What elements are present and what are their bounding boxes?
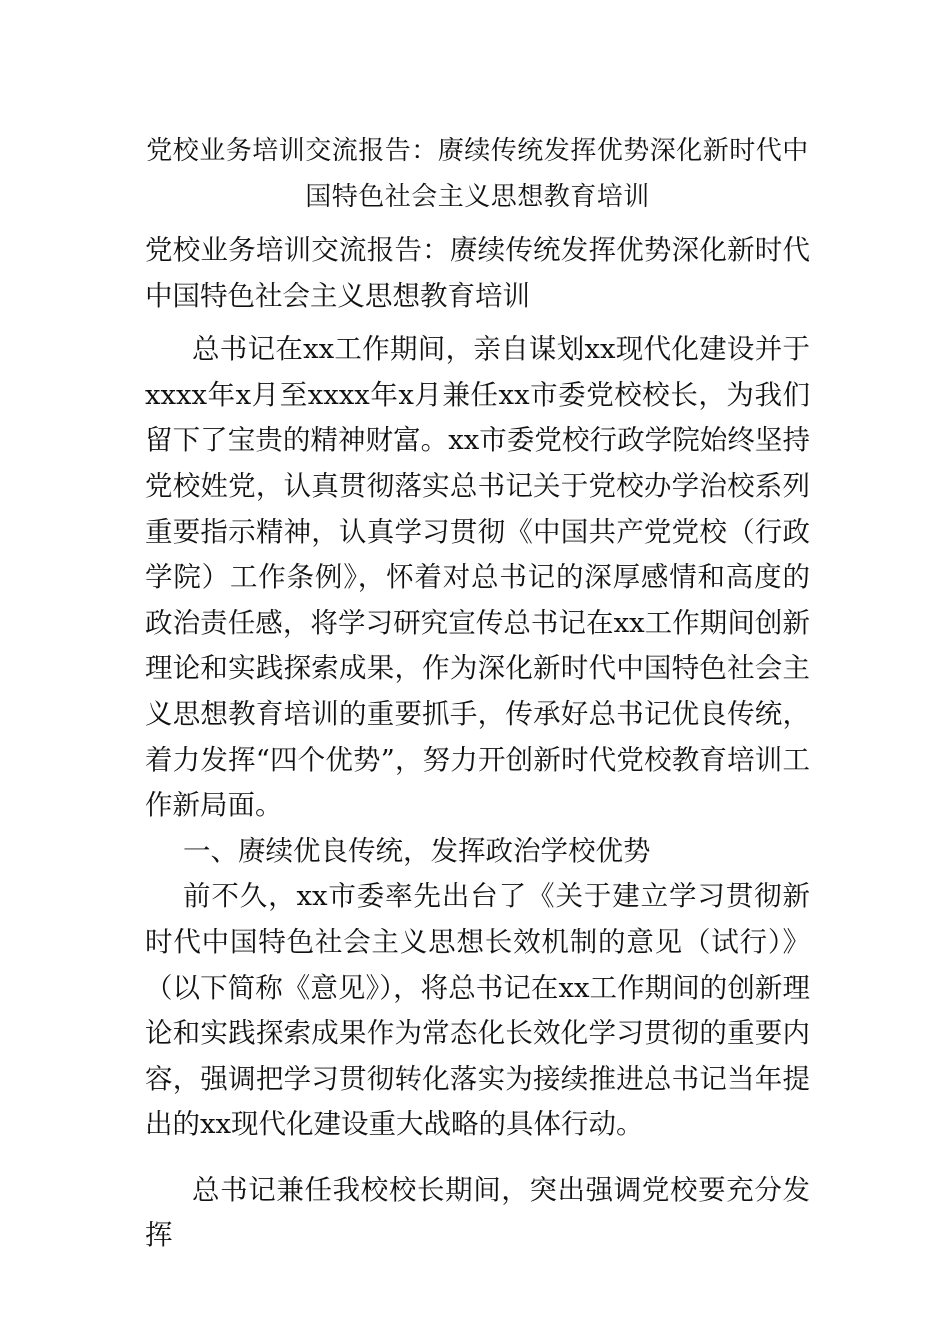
- document-body: [145, 228, 810, 1259]
- repeated-title: 党校业务培训交流报告：赓续传统发挥优势深化新时代中国特色社会主义思想教育培训: [145, 234, 810, 312]
- body-paragraph-2: 前不久，xx市委率先出台了《关于建立学习贯彻新时代中国特色社会主义思想长效机制的意见（试行）》（以下简称《意见》），将总书记在xx工作期间的创新理论和实践探索成果作为常态化长效化学习贯彻的重要内容，强调把学习贯彻转化落实为接续推进总书记当年提出的xx现代化建设重大战略的具体行动。: [145, 880, 810, 1141]
- section-heading-1: 一、赓续优良传统，发挥政治学校优势: [183, 834, 651, 867]
- body-paragraph-3: 总书记兼任我校校长期间，突出强调党校要充分发挥: [145, 1173, 810, 1252]
- body-paragraph-1: 总书记在xx工作期间，亲自谋划xx现代化建设并于xxxx年x月至xxxx年x月兼任xx市委党校校长，为我们留下了宝贵的精神财富。xx市委党校行政学院始终坚持党校姓党，认真贯彻落实总书记关于党校办学治校系列重要指示精神，认真学习贯彻《中国共产党党校（行政学院）工作条例》，怀着对总书记的深厚感情和高度的政治责任感，将学习研究宣传总书记在xx工作期间创新理论和实践探索成果，作为深化新时代中国特色社会主义思想教育培训的重要抓手，传承好总书记优良传统，着力发挥“四个优势”，努力开创新时代党校教育培训工作新局面。: [145, 333, 810, 822]
- document-title: 党校业务培训交流报告：赓续传统发挥优势深化新时代中国特色社会主义思想教育培训: [146, 136, 809, 212]
